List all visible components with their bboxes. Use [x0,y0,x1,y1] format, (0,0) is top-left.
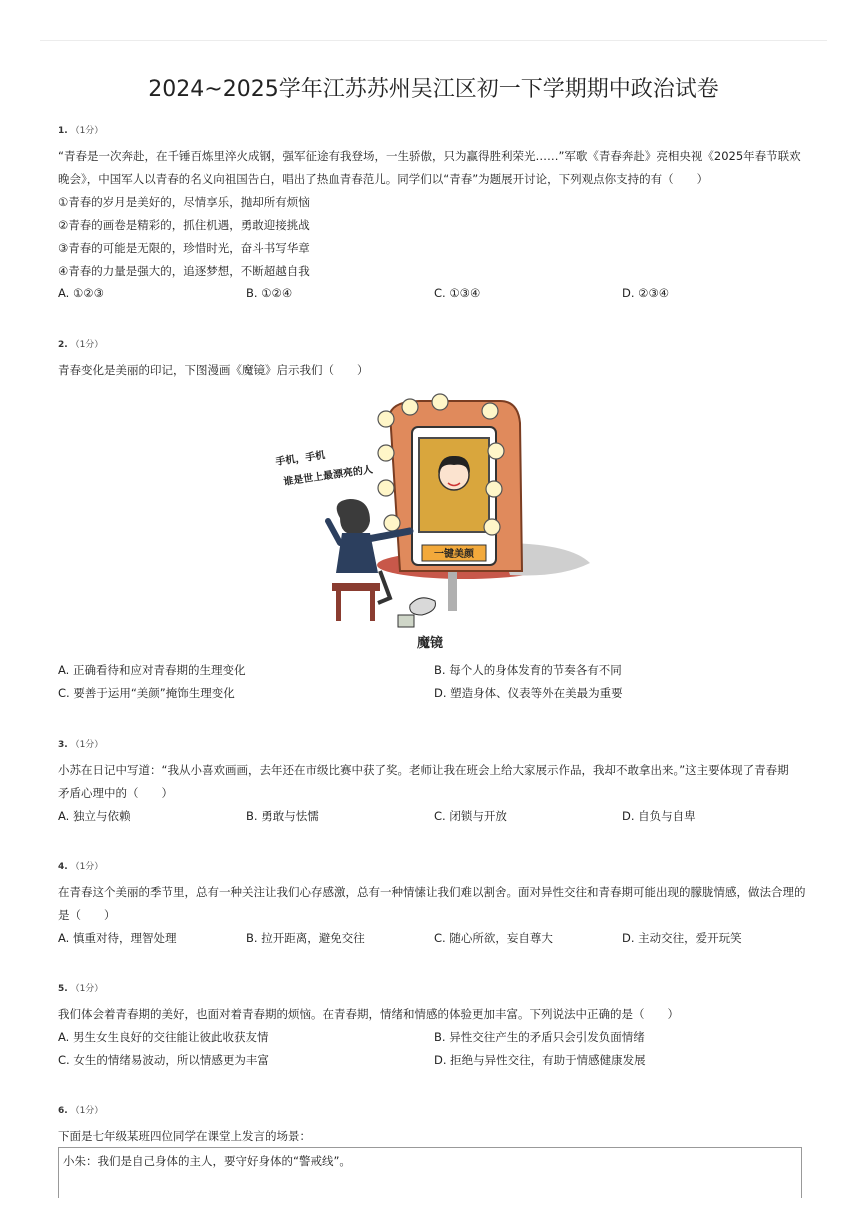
question-1-stem-line-1: “青春是一次奔赴，在千锤百炼里淬火成钢，强军征途有我登场，一生骄傲，只为赢得胜利荣光……”军歌《青春奔赴》亮相央视《2025年春节联欢 [58,149,801,163]
question-5-option-a[interactable]: A. 男生女生良好的交往能让彼此收获友情 [58,1030,269,1044]
question-6-stem: 下面是七年级某班四位同学在课堂上发言的场景： [58,1129,311,1143]
speech-text-1: 手机，手机 [274,450,326,468]
question-4-header: 4. （1分） [58,862,104,872]
header-divider [40,40,827,41]
question-3-header: 3. （1分） [58,740,104,750]
question-1-item-2: ②青春的画卷是精彩的，抓住机遇，勇敢迎接挑战 [58,218,310,232]
question-4-option-d[interactable]: D. 主动交往，爱开玩笑 [622,931,742,945]
question-1-option-b[interactable]: B. ①②④ [246,286,293,300]
question-5-option-b[interactable]: B. 异性交往产生的矛盾只会引发负面情绪 [434,1030,645,1044]
question-3-option-c[interactable]: C. 闭锁与开放 [434,809,507,823]
question-5-option-d[interactable]: D. 拒绝与异性交往，有助于情感健康发展 [434,1053,646,1067]
question-4-stem-line-2: 是（ ） [58,908,116,922]
question-1-option-a[interactable]: A. ①②③ [58,286,104,300]
beauty-button-label: 一键美颜 [434,549,474,560]
question-5-header: 5. （1分） [58,984,104,994]
question-4-option-c[interactable]: C. 随心所欲，妄自尊大 [434,931,553,945]
page-title: 2024~2025学年江苏苏州吴江区初一下学期期中政治试卷 [148,77,719,102]
question-1-item-4: ④青春的力量是强大的，追逐梦想，不断超越自我 [58,264,310,278]
question-6-quote-box [58,1147,802,1198]
question-1-header: 1. （1分） [58,126,104,136]
question-5-stem: 我们体会着青春期的美好，也面对着青春期的烦恼。在青春期，情绪和情感的体验更加丰富。下列说法中正确的是（ ） [58,1007,679,1021]
cartoon-caption: 魔镜 [416,636,444,651]
question-2-option-d[interactable]: D. 塑造身体、仪表等外在美最为重要 [434,686,623,700]
question-2-header: 2. （1分） [58,340,104,350]
question-1-stem-line-2: 晚会》，中国军人以青春的名义向祖国告白，唱出了热血青春范儿。同学们以“青春”为题展开讨论，下列观点你支持的有（ ） [58,172,709,186]
question-3-stem-line-1: 小苏在日记中写道：“我从小喜欢画画，去年还在市级比赛中获了奖。老师让我在班会上给大家展示作品，我却不敢拿出来。”这主要体现了青春期 [58,763,789,777]
question-3-stem-line-2: 矛盾心理中的（ ） [58,786,173,800]
magic-mirror-cartoon [270,393,600,653]
question-2-option-b[interactable]: B. 每个人的身体发育的节奏各有不同 [434,663,622,677]
question-4-option-b[interactable]: B. 拉开距离，避免交往 [246,931,365,945]
question-3-option-b[interactable]: B. 勇敢与怯懦 [246,809,319,823]
question-6-header: 6. （1分） [58,1106,104,1116]
question-4-option-a[interactable]: A. 慎重对待，理智处理 [58,931,177,945]
question-2-option-a[interactable]: A. 正确看待和应对青春期的生理变化 [58,663,246,677]
question-2-stem: 青春变化是美丽的印记，下图漫画《魔镜》启示我们（ ） [58,363,369,377]
question-2-option-c[interactable]: C. 要善于运用“美颜”掩饰生理变化 [58,686,235,700]
speech-text-2: 谁是世上最漂亮的人 [282,464,374,488]
question-3-option-d[interactable]: D. 自负与自卑 [622,809,696,823]
question-1-option-d[interactable]: D. ②③④ [622,286,670,300]
table-leg [448,569,457,611]
question-3-option-a[interactable]: A. 独立与依赖 [58,809,131,823]
floor-objects [398,598,435,627]
question-1-item-1: ①青春的岁月是美好的，尽情享乐，抛却所有烦恼 [58,195,310,209]
question-1-option-c[interactable]: C. ①③④ [434,286,481,300]
question-1-item-3: ③青春的可能是无限的，珍惜时光，奋斗书写华章 [58,241,310,255]
question-5-option-c[interactable]: C. 女生的情绪易波动，所以情感更为丰富 [58,1053,269,1067]
question-4-stem-line-1: 在青春这个美丽的季节里，总有一种关注让我们心存感激，总有一种情愫让我们难以割舍。面对异性交往和青春期可能出现的朦胧情感，做法合理的 [58,885,806,899]
question-6-quote-line: 小朱：我们是自己身体的主人，要守好身体的“警戒线”。 [63,1154,351,1168]
